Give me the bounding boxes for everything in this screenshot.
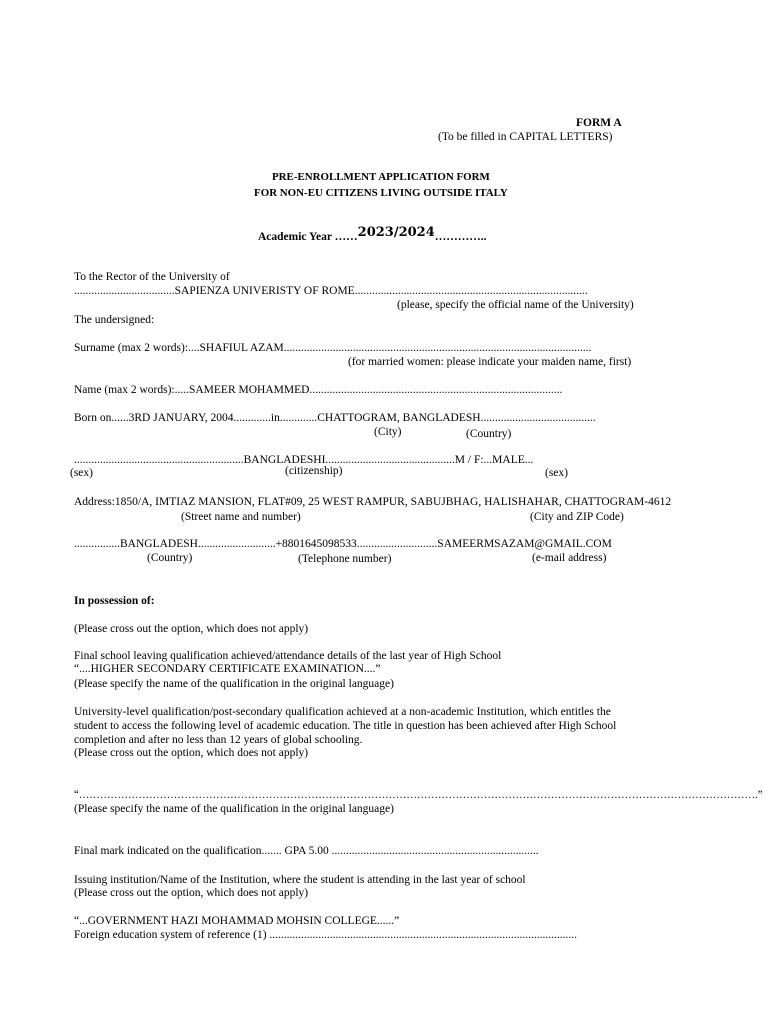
citizenship-label: (citizenship) (285, 465, 343, 477)
sex-label-right: (sex) (545, 467, 568, 479)
contact-country-label: (Country) (147, 552, 193, 564)
sex-label-left: (sex) (70, 467, 93, 479)
telephone-label: (Telephone number) (298, 553, 392, 565)
university-qualification-text-2: student to access the following level of academic education. The title in question has been achieved after High School (74, 720, 617, 732)
city-zip-label: (City and ZIP Code) (530, 511, 624, 523)
address-field[interactable]: Address:1850/A, IMTIAZ MANSION, FLAT#09, 25 WEST RAMPUR, SABUJBHAG, HALISHAHAR, CHATTOGRAM-4612 (74, 496, 672, 508)
contact-field[interactable]: ................BANGLADESH...........................+8801645098533............................SAMEERMSAZAM@GMAIL.COM (74, 538, 612, 550)
surname-field[interactable]: Surname (max 2 words):....SHAFIUL AZAM........................................................................................................... (74, 342, 592, 354)
street-label: (Street name and number) (181, 511, 301, 523)
birth-field[interactable]: Born on......3RD JANUARY, 2004.............in.............CHATTOGRAM, BANGLADESH........................................ (74, 412, 596, 424)
surname-note: (for married women: please indicate your maiden name, first) (348, 356, 632, 368)
university-name-field[interactable]: ...................................SAPIENZA UNIVERISTY OF ROME................................................................................. (74, 285, 588, 297)
institution-value[interactable]: “...GOVERNMENT HAZI MOHAMMAD MOHSIN COLLEGE......” (74, 915, 400, 927)
university-qualification-text-1: University-level qualification/post-secondary qualification achieved at a non-academic Institution, which entitles the (74, 706, 611, 718)
form-title-line1: PRE-ENROLLMENT APPLICATION FORM (271, 171, 490, 183)
university-cross-note: (Please cross out the option, which does not apply) (74, 747, 309, 759)
fill-instruction: (To be filled in CAPITAL LETTERS) (438, 131, 613, 143)
citizenship-sex-field[interactable]: ...........................................................BANGLADESHI.............................................M / F:...MALE... (74, 454, 534, 466)
foreign-education-field[interactable]: Foreign education system of reference (1) ........................................................................................................... (74, 929, 578, 941)
university-qualification-note: (Please specify the name of the qualification in the original language) (74, 803, 394, 815)
form-title-line2: FOR NON-EU CITIZENS LIVING OUTSIDE ITALY (254, 187, 508, 199)
university-qualification-text-3: completion and after no less than 12 years of global schooling. (74, 734, 363, 746)
final-school-note: (Please specify the name of the qualification in the original language) (74, 678, 394, 690)
form-a-label: FORM A (576, 117, 622, 129)
possession-heading: In possession of: (74, 595, 155, 607)
undersigned-label: The undersigned: (74, 314, 155, 326)
institution-label: Issuing institution/Name of the Institution, where the student is attending in the last year of school (74, 874, 526, 886)
country-label: (Country) (466, 428, 512, 440)
institution-cross-note: (Please cross out the option, which does not apply) (74, 887, 309, 899)
cross-out-note: (Please cross out the option, which does not apply) (74, 623, 309, 635)
rector-intro: To the Rector of the University of (74, 271, 230, 283)
academic-year-row (258, 225, 487, 244)
final-school-value[interactable]: “....HIGHER SECONDARY CERTIFICATE EXAMINATION....” (74, 663, 381, 675)
academic-year-label: Academic Year …… (258, 231, 358, 243)
email-label: (e-mail address) (532, 552, 607, 564)
academic-year-trail: ………….. (434, 231, 487, 243)
academic-year-value[interactable]: 2023/2024 (357, 225, 435, 240)
university-qualification-field[interactable]: “………………………………………………………………………………………………………………………………………………………………………….” (74, 789, 763, 801)
university-name-note: (please, specify the official name of the University) (397, 299, 634, 311)
final-school-label: Final school leaving qualification achieved/attendance details of the last year of High School (74, 650, 502, 662)
name-field[interactable]: Name (max 2 words):.....SAMEER MOHAMMED........................................................................................ (74, 384, 563, 396)
final-mark-field[interactable]: Final mark indicated on the qualification....... GPA 5.00 ........................................................................ (74, 845, 539, 857)
city-label: (City) (374, 426, 402, 438)
